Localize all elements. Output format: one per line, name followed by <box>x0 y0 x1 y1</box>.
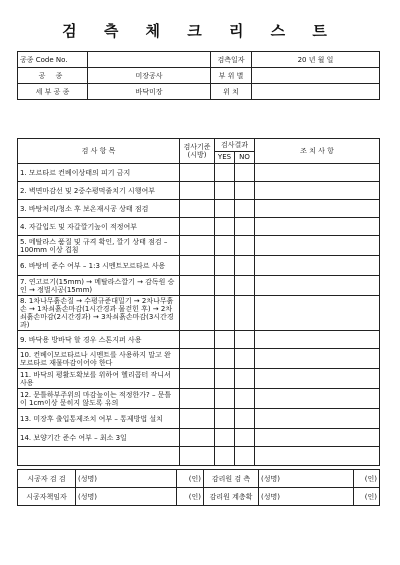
inspector-label: 감리원 검 측 <box>204 470 259 488</box>
checklist-row-text: 8. 1차나무흙손질 → 수평규준대밀기 → 2차나무흙손 → 1차쇠흙손마감(1시간경과 물걷힌 후) → 2차쇠흙손마감(2시간경과) → 3차쇠흙손마감(3시간경과) <box>18 296 180 331</box>
no-cell[interactable] <box>235 349 255 369</box>
criteria-cell <box>180 182 215 200</box>
position-value <box>252 84 380 100</box>
header-no: NO <box>235 151 255 164</box>
supervisor-seal: (인) <box>354 488 380 506</box>
yes-cell[interactable] <box>215 331 235 349</box>
yes-cell[interactable] <box>215 182 235 200</box>
checklist-row-text: 3. 바탕처리/청소 후 보온재시공 상태 점검 <box>18 200 180 218</box>
no-cell[interactable] <box>235 331 255 349</box>
no-cell[interactable] <box>235 296 255 331</box>
contractor-seal: (인) <box>177 470 204 488</box>
date-value: 20 년 월 일 <box>252 52 380 68</box>
contractor-name-field[interactable]: (성명) <box>76 470 177 488</box>
action-cell[interactable] <box>255 256 380 276</box>
detail-value: 바닥미장 <box>88 84 211 100</box>
supervisor-label: 감리원 계층확 <box>204 488 259 506</box>
criteria-cell <box>180 369 215 389</box>
no-cell[interactable] <box>235 409 255 429</box>
action-cell[interactable] <box>255 164 380 182</box>
position-label: 위 치 <box>211 84 252 100</box>
checklist-row-text: 10. 컨베이모르타르나 시멘트를 사용하지 말고 완 모르타르 재물마감이어야 한다 <box>18 349 180 369</box>
yes-cell[interactable] <box>215 349 235 369</box>
date-label: 검측일자 <box>211 52 252 68</box>
checklist-row-text: 12. 문틀하부주위의 마감높이는 적정한가? – 문틀이 1cm이상 묻히지 않도록 유의 <box>18 389 180 409</box>
no-cell[interactable] <box>235 218 255 236</box>
blank-row <box>18 447 180 466</box>
yes-cell[interactable] <box>215 236 235 256</box>
criteria-cell <box>180 429 215 447</box>
yes-cell[interactable] <box>215 369 235 389</box>
header-criteria: 검사기준 (시방) <box>180 139 215 164</box>
supervisor-name-field[interactable]: (성명) <box>259 488 354 506</box>
criteria-cell <box>180 164 215 182</box>
action-cell[interactable] <box>255 389 380 409</box>
criteria-cell <box>180 200 215 218</box>
no-cell[interactable] <box>235 200 255 218</box>
responsible-seal: (인) <box>177 488 204 506</box>
checklist-row-text: 4. 자갈입도 및 자갈깔기높이 적정여부 <box>18 218 180 236</box>
criteria-cell <box>180 349 215 369</box>
checklist-row-text: 5. 메탈라스 품질 및 규격 확인, 깔기 상태 점검 – 100mm 이상 겹침 <box>18 236 180 256</box>
no-cell[interactable] <box>235 429 255 447</box>
checklist-row-text: 11. 바닥의 평활도확보를 위하여 헬리콥터 작니셔 사용 <box>18 369 180 389</box>
checklist-row-text: 7. 연고르기(15mm) → 메탈라스깔기 → 감독원 승인 → 정벌시공(15mm) <box>18 276 180 296</box>
action-cell[interactable] <box>255 236 380 256</box>
detail-label: 세 부 공 종 <box>18 84 88 100</box>
criteria-cell <box>180 236 215 256</box>
work-value: 미장공사 <box>88 68 211 84</box>
work-label: 공 종 <box>18 68 88 84</box>
yes-cell[interactable] <box>215 164 235 182</box>
criteria-cell <box>180 296 215 331</box>
action-cell[interactable] <box>255 296 380 331</box>
criteria-cell <box>180 409 215 429</box>
header-action: 조 치 사 항 <box>255 139 380 164</box>
header-result: 검사결과 <box>215 139 255 152</box>
no-cell[interactable] <box>235 447 255 466</box>
checklist-row-text: 9. 바닥용 방바닥 할 경우 스톤지퍼 사용 <box>18 331 180 349</box>
contractor-label: 시공자 검 검 <box>18 470 76 488</box>
checklist-table <box>17 138 380 466</box>
no-cell[interactable] <box>235 389 255 409</box>
criteria-cell <box>180 276 215 296</box>
criteria-cell <box>180 256 215 276</box>
yes-cell[interactable] <box>215 200 235 218</box>
action-cell[interactable] <box>255 409 380 429</box>
criteria-cell <box>180 447 215 466</box>
action-cell[interactable] <box>255 182 380 200</box>
yes-cell[interactable] <box>215 276 235 296</box>
checklist-row-text: 6. 바탕비 준수 여부 – 1:3 시멘트모르타르 사용 <box>18 256 180 276</box>
action-cell[interactable] <box>255 349 380 369</box>
criteria-cell <box>180 331 215 349</box>
page-title: 검 측 체 크 리 스 트 <box>62 22 338 40</box>
action-cell[interactable] <box>255 447 380 466</box>
inspector-seal: (인) <box>354 470 380 488</box>
yes-cell[interactable] <box>215 409 235 429</box>
signature-table <box>17 469 380 506</box>
action-cell[interactable] <box>255 200 380 218</box>
location-value <box>252 68 380 84</box>
criteria-cell <box>180 218 215 236</box>
action-cell[interactable] <box>255 276 380 296</box>
action-cell[interactable] <box>255 218 380 236</box>
inspector-name-field[interactable]: (성명) <box>259 470 354 488</box>
yes-cell[interactable] <box>215 429 235 447</box>
action-cell[interactable] <box>255 369 380 389</box>
info-table <box>17 51 380 100</box>
no-cell[interactable] <box>235 256 255 276</box>
yes-cell[interactable] <box>215 389 235 409</box>
action-cell[interactable] <box>255 429 380 447</box>
no-cell[interactable] <box>235 276 255 296</box>
checklist-row-text: 13. 미장후 출입통제조치 여부 – 통제방법 설치 <box>18 409 180 429</box>
action-cell[interactable] <box>255 331 380 349</box>
header-yes: YES <box>215 151 235 164</box>
no-cell[interactable] <box>235 164 255 182</box>
header-item: 검 사 항 목 <box>18 139 180 164</box>
responsible-label: 시공자책임자 <box>18 488 76 506</box>
checklist-row-text: 1. 모르타르 컨베이상태의 피기 금지 <box>18 164 180 182</box>
yes-cell[interactable] <box>215 256 235 276</box>
no-cell[interactable] <box>235 182 255 200</box>
location-label: 부 위 별 <box>211 68 252 84</box>
responsible-name-field[interactable]: (성명) <box>76 488 177 506</box>
checklist-row-text: 2. 벽면마감선 및 2중수평먹줄치기 시행여부 <box>18 182 180 200</box>
yes-cell[interactable] <box>215 218 235 236</box>
no-cell[interactable] <box>235 369 255 389</box>
yes-cell[interactable] <box>215 447 235 466</box>
no-cell[interactable] <box>235 236 255 256</box>
checklist-row-text: 14. 보양기간 준수 여부 – 최소 3일 <box>18 429 180 447</box>
yes-cell[interactable] <box>215 296 235 331</box>
code-value <box>88 52 211 68</box>
criteria-cell <box>180 389 215 409</box>
code-label: 공종 Code No. <box>18 52 88 68</box>
